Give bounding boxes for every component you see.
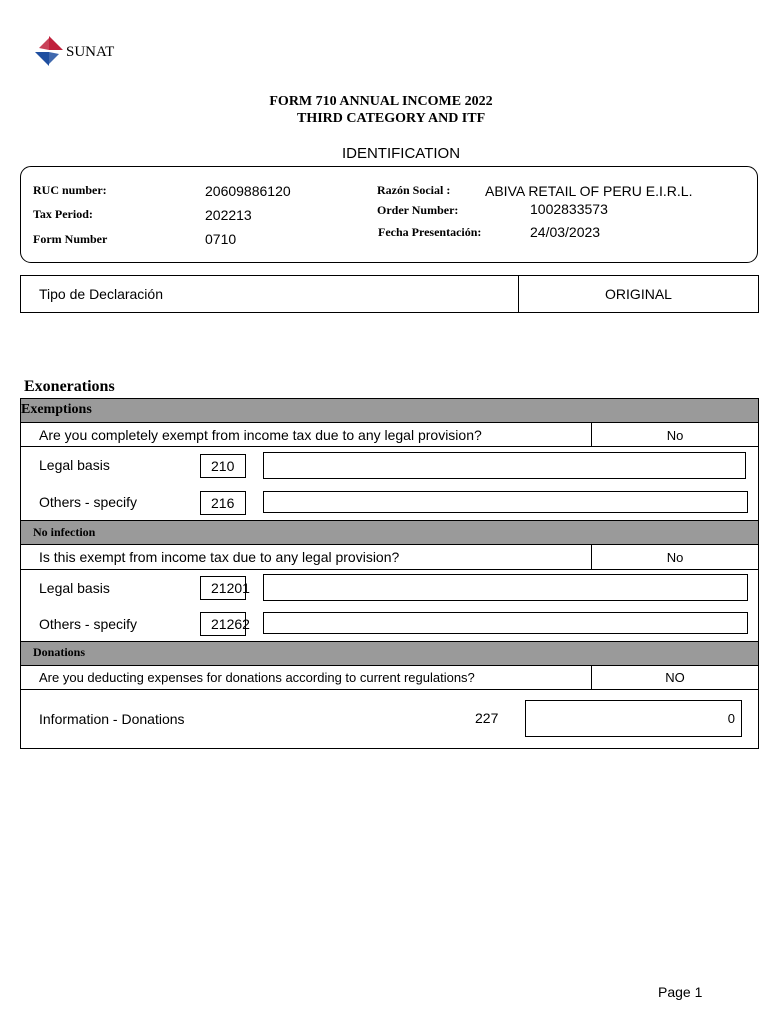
fecha-label: Fecha Presentación:	[378, 225, 482, 239]
donations-info-code: 227	[475, 710, 499, 726]
section-title: IDENTIFICATION	[341, 145, 461, 162]
razon-social-value: ABIVA RETAIL OF PERU E.I.R.L.	[485, 183, 693, 199]
legal-basis-code: 21201	[200, 576, 246, 600]
sunat-logo-icon	[35, 36, 67, 68]
legal-basis-code: 210	[200, 454, 246, 478]
exemptions-header: Exemptions	[21, 402, 92, 417]
exemptions-answer: No	[666, 428, 684, 443]
exemptions-question: Are you completely exempt from income tax due to any legal provision?	[39, 427, 482, 443]
donations-header-bar	[20, 641, 759, 666]
period-value: 202213	[205, 207, 252, 223]
donations-answer: NO	[665, 670, 685, 685]
others-specify-input[interactable]	[263, 612, 748, 634]
fecha-value: 24/03/2023	[530, 224, 601, 240]
form-number-value: 0710	[205, 231, 237, 247]
logo-text: SUNAT	[66, 44, 115, 60]
others-specify-code: 216	[200, 491, 246, 515]
page-number: Page 1	[658, 984, 703, 1000]
form-number-label: Form Number	[33, 232, 108, 246]
period-label: Tax Period:	[33, 207, 93, 221]
no-infection-header-bar	[20, 520, 759, 545]
no-infection-answer: No	[666, 550, 684, 565]
form-subtitle: THIRD CATEGORY AND ITF	[297, 111, 486, 126]
ruc-value: 20609886120	[205, 183, 291, 199]
legal-basis-input[interactable]	[263, 452, 746, 479]
others-specify-code: 21262	[200, 612, 246, 636]
exemptions-header-bar	[20, 398, 759, 423]
no-infection-question: Is this exempt from income tax due to any legal provision?	[39, 549, 400, 565]
exonerations-title: Exonerations	[24, 378, 115, 395]
others-specify-input[interactable]	[263, 491, 748, 513]
others-specify-label: Others - specify	[39, 494, 138, 510]
legal-basis-input[interactable]	[263, 574, 748, 601]
no-infection-header: No infection	[33, 525, 96, 539]
others-specify-label: Others - specify	[39, 616, 138, 632]
declaration-label: Tipo de Declaración	[39, 286, 163, 302]
form-title: FORM 710 ANNUAL INCOME 2022	[269, 94, 493, 109]
ruc-label: RUC number:	[33, 183, 107, 197]
order-number-label: Order Number:	[377, 203, 459, 217]
donations-header: Donations	[33, 645, 86, 659]
donations-info-value: 0	[727, 711, 735, 726]
legal-basis-label: Legal basis	[39, 580, 110, 596]
razon-social-label: Razón Social :	[377, 183, 451, 197]
legal-basis-label: Legal basis	[39, 457, 110, 473]
donations-info-label: Information - Donations	[39, 711, 185, 727]
order-number-value: 1002833573	[530, 201, 608, 217]
declaration-value: ORIGINAL	[605, 286, 672, 302]
donations-question: Are you deducting expenses for donations according to current regulations?	[39, 670, 475, 685]
